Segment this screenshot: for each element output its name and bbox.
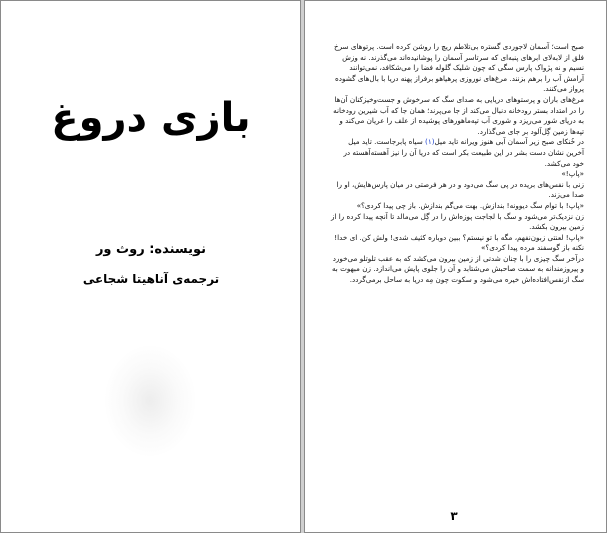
paragraph: «پاپ! لعنتی زبون‌نفهم، مگه با تو نیستم؟ ببین دوباره کثیف شدی! ولش کن. ای خدا! نکنه باز گوسفند مرده پیدا کردی؟» — [334, 232, 584, 253]
story-text — [330, 42, 584, 286]
paragraph: «پاپ! با توام سگ دیوونه! بندازش. بهت می‌گم بندازش. باز چی پیدا کردی؟» — [356, 200, 584, 210]
footnote-link[interactable]: (۱) — [425, 137, 435, 147]
faint-smudge — [105, 346, 195, 456]
paragraph-text: سیاه پابرجاست. تاید میل آخرین نشان دست بشر در این طبیعت بکر است که دریا آن را نیز آهسته‌آهسته در خود می‌کشد. — [343, 137, 584, 168]
paragraph: زنی با نفس‌های بریده در پی سگ می‌دود و در هر فرصتی در میان پارس‌هایش، او را صدا می‌زند. — [336, 179, 584, 200]
paragraph-text: در خُنکای صبح زیر آسمان آبی هنوز ویرانه تاید میل — [434, 137, 584, 147]
paragraph: درآخر سگ چیزی را با چنان شدتی از زمین بیرون می‌کشد که به عقب تلوتلو می‌خورد و پیروزمندانه به سمت صاحبش می‌شتابد و آن را جلوی پایش می‌اندازد. زن مبهوت به سگ ازنفس‌افتاده‌اش خیره می‌شود و سکوت چون مِه دریا به ساحل برمی‌گردد. — [331, 253, 584, 285]
paragraph: «پاپ!» — [561, 169, 584, 179]
left-page — [0, 0, 301, 533]
translator-line: ترجمه‌ی آناهیتا شجاعی — [82, 272, 220, 286]
author-line: نویسنده: روث ور — [95, 242, 207, 257]
paragraph: صبح است؛ آسمان لاجوردی گستره بی‌تلاطم ریچ را روشن کرده است. پرتوهای سرخ فلق از لابه‌لای ابرهای پنبه‌ای که سرتاسر آسمان را پوشانیده‌اند می‌گذرند. نه وزش نسیم و نه پژواک پارس سگی که چون شلیک گلوله فضا را می‌شکافد، نمی‌توانند آرامش آب را برهم بزنند. مرغ‌های نوروزی پرهیاهو برفراز پهنه دریا با بال‌های گشوده پرواز می‌کنند. — [333, 42, 584, 94]
paragraph: مرغ‌های باران و پرستوهای دریایی به صدای سگ که سرخوش و جست‌وخیزکنان آن‌ها را در امتداد بستر رودخانه دنبال می‌کند از جا می‌پرند؛ همان جا که آب شیرین رودخانه به دریای شور می‌ریزد و شوری آب تپه‌ماهورهای پوشیده از علف را عریان می‌کند و تپه‌ها زمین گِل‌آلود بر جای می‌گذارد. — [333, 94, 584, 136]
paragraph — [330, 137, 584, 169]
book-title: بازی دروغ — [51, 95, 251, 141]
paragraph: زن نزدیک‌تر می‌شود و سگ با لجاجت پوزه‌اش را در گِل می‌مالد تا آنچه پیدا کرده را از زمین بیرون بکشد. — [330, 211, 584, 232]
page-number: ۳ — [450, 509, 458, 523]
